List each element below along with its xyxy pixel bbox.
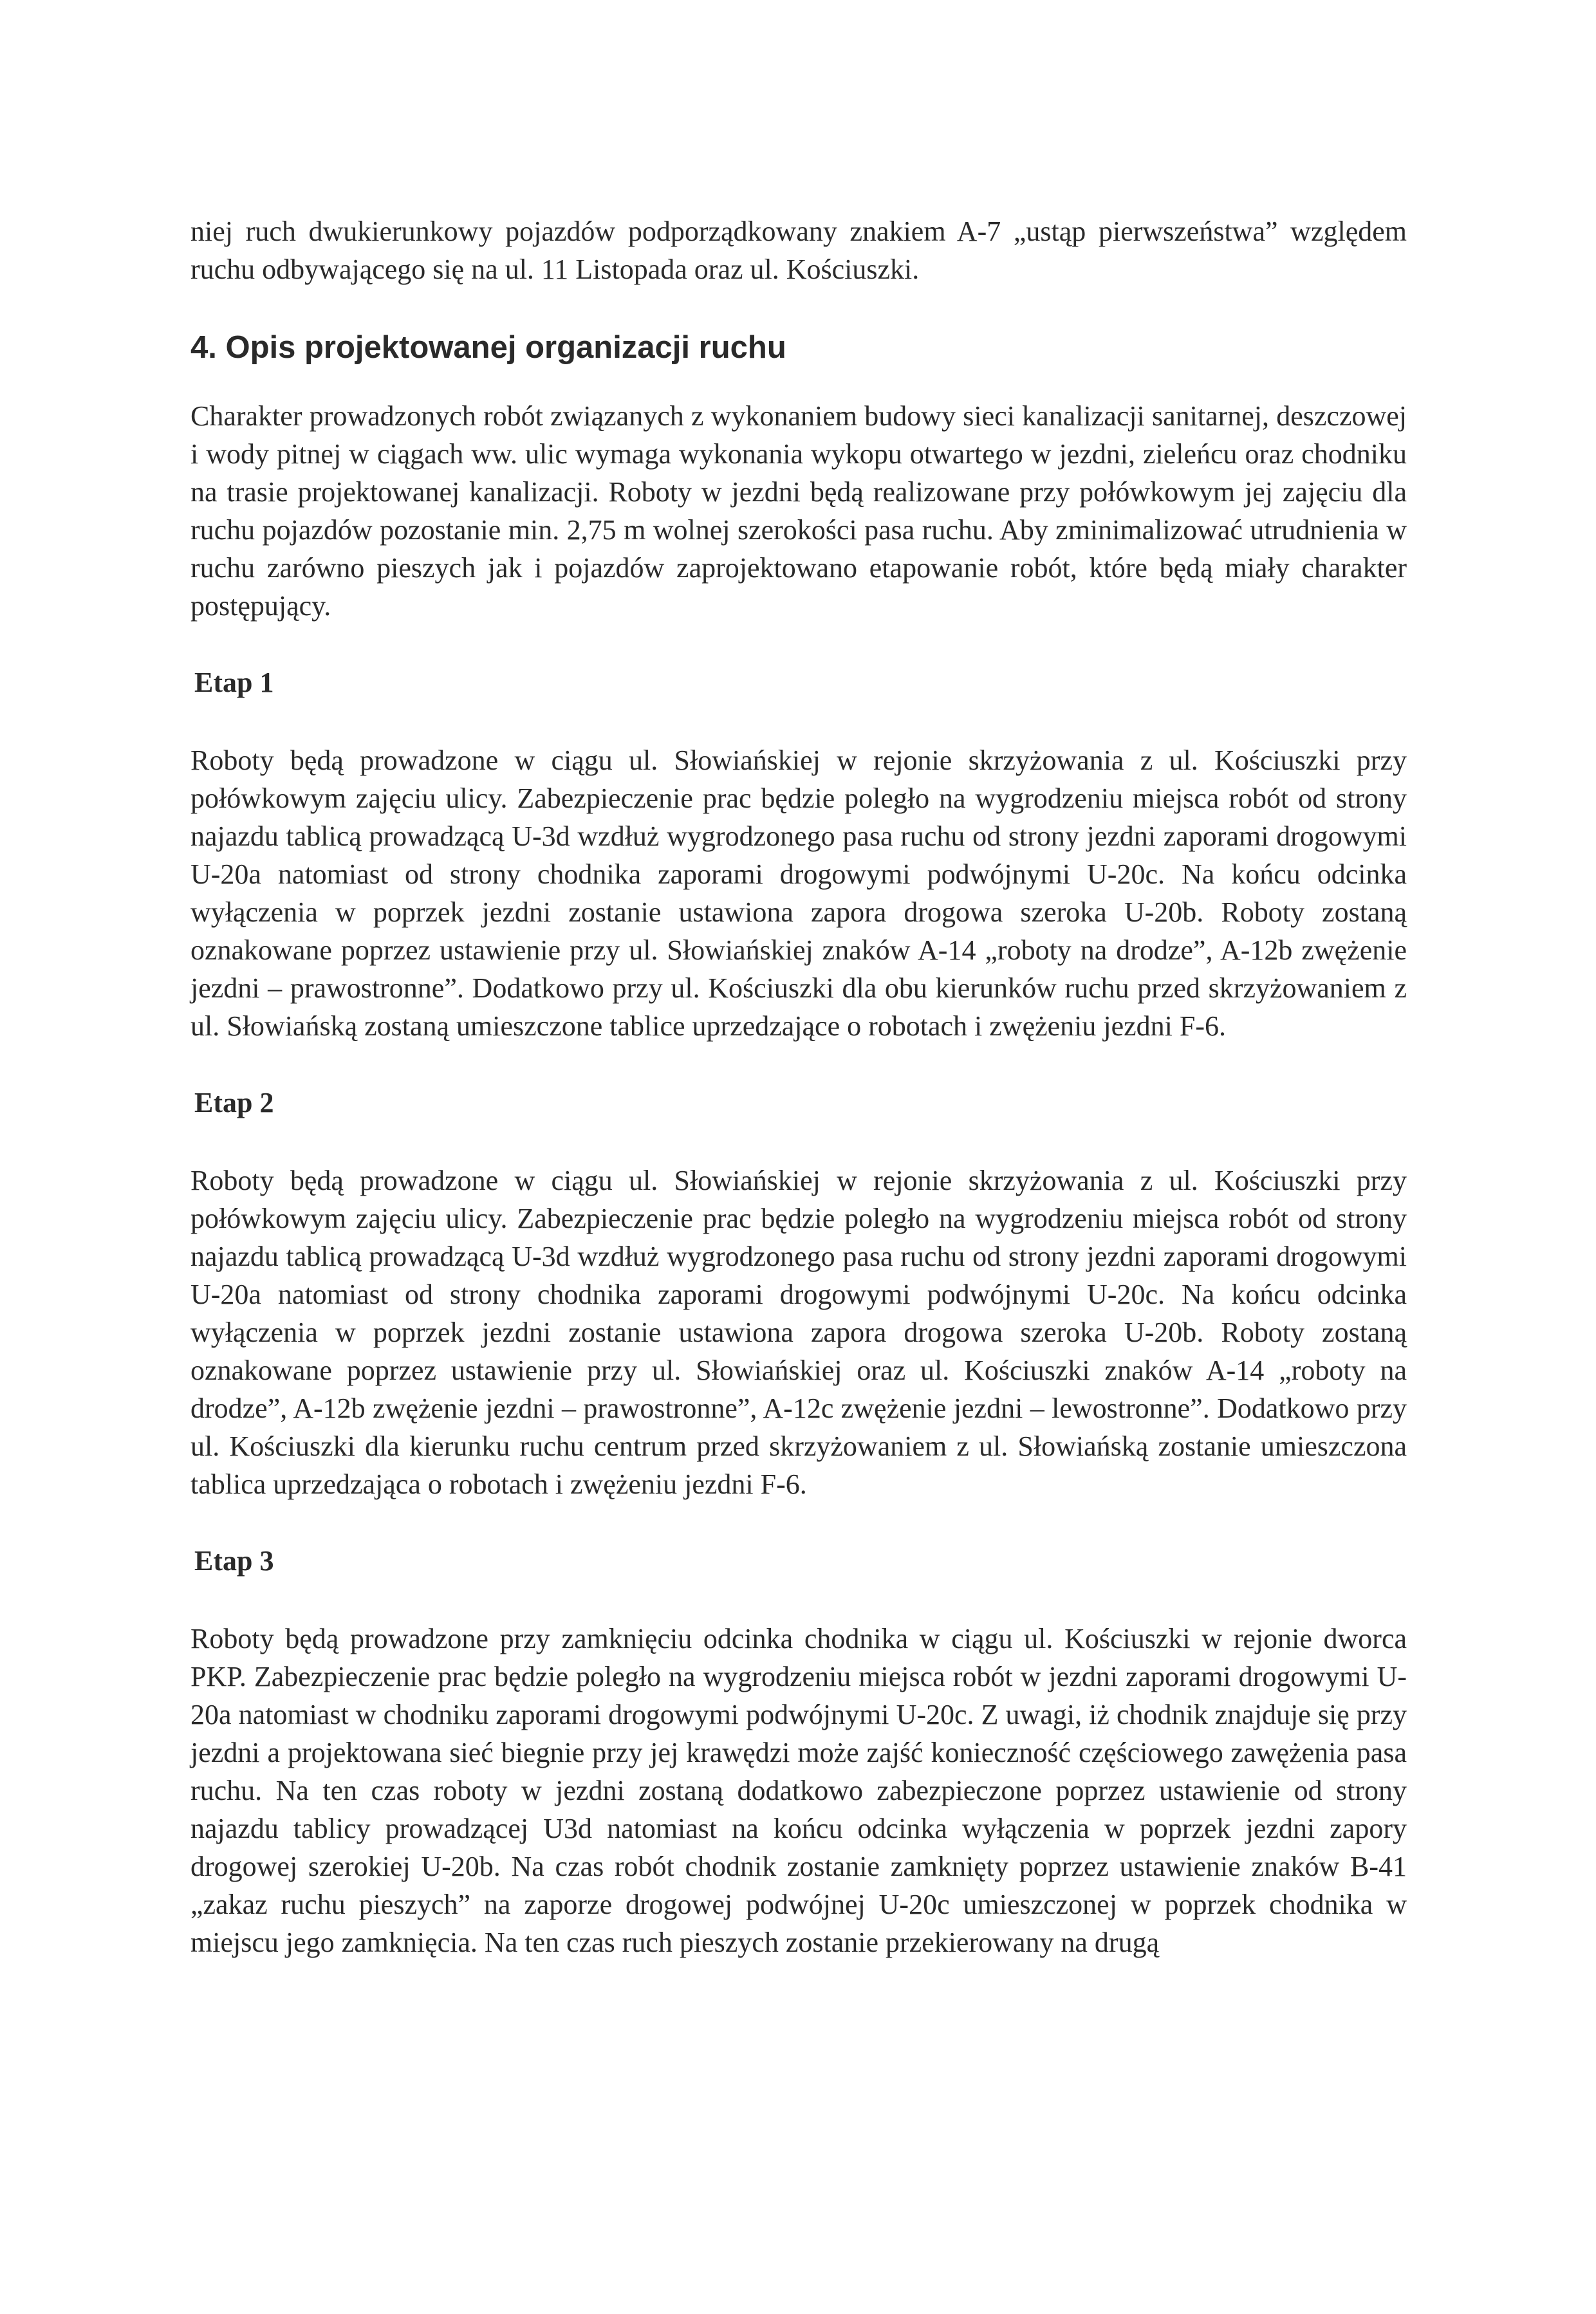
intro-paragraph: niej ruch dwukierunkowy pojazdów podporządkowany znakiem A-7 „ustąp pierwszeństwa” względem ruchu odbywającego się na ul. 11 Listopada oraz ul. Kościuszki. — [190, 216, 1407, 285]
section-heading: 4. Opis projektowanej organizacji ruchu — [190, 330, 786, 365]
stage-3-heading: Etap 3 — [194, 1545, 274, 1577]
stage-2-heading: Etap 2 — [194, 1087, 274, 1118]
stage-2-paragraph: Roboty będą prowadzone w ciągu ul. Słowiańskiej w rejonie skrzyżowania z ul. Kościuszki przy połówkowym zajęciu ulicy. Zabezpieczenie prac będzie poległo na wygrodzeniu miejsca robót od strony najazdu tablicą prowadzącą U-3d wzdłuż wygrodzonego pasa ruchu od strony jezdni zaporami drogowymi U-20a natomiast od strony chodnika zaporami drogowymi podwójnymi U-20c. Na końcu odcinka wyłączenia w poprzek jezdni zostanie ustawiona zapora drogowa szeroka U-20b. Roboty zostaną oznakowane poprzez ustawienie przy ul. Słowiańskiej oraz ul. Kościuszki znaków A-14 „roboty na drodze”, A-12b zwężenie jezdni – prawostronne”, A-12c zwężenie jezdni – lewostronne”. Dodatkowo przy ul. Kościuszki dla kierunku ruchu centrum przed skrzyżowaniem z ul. Słowiańską zostanie umieszczona tablica uprzedzająca o robotach i zwężeniu jezdni F-6. — [190, 1165, 1407, 1500]
stage-1-heading: Etap 1 — [194, 667, 274, 698]
stage-1-paragraph: Roboty będą prowadzone w ciągu ul. Słowiańskiej w rejonie skrzyżowania z ul. Kościuszki przy połówkowym zajęciu ulicy. Zabezpieczenie prac będzie poległo na wygrodzeniu miejsca robót od strony najazdu tablicą prowadzącą U-3d wzdłuż wygrodzonego pasa ruchu od strony jezdni zaporami drogowymi U-20a natomiast od strony chodnika zaporami drogowymi podwójnymi U-20c. Na końcu odcinka wyłączenia w poprzek jezdni zostanie ustawiona zapora drogowa szeroka U-20b. Roboty zostaną oznakowane poprzez ustawienie przy ul. Słowiańskiej znaków A-14 „roboty na drodze”, A-12b zwężenie jezdni – prawostronne”. Dodatkowo przy ul. Kościuszki dla obu kierunków ruchu przed skrzyżowaniem z ul. Słowiańską zostaną umieszczone tablice uprzedzające o robotach i zwężeniu jezdni F-6. — [190, 745, 1407, 1042]
section-body-paragraph: Charakter prowadzonych robót związanych z wykonaniem budowy sieci kanalizacji sanitarnej, deszczowej i wody pitnej w ciągach ww. ulic wymaga wykonania wykopu otwartego w jezdni, zieleńcu oraz chodniku na trasie projektowanej kanalizacji. Roboty w jezdni będą realizowane przy połówkowym jej zajęciu dla ruchu pojazdów pozostanie min. 2,75 m wolnej szerokości pasa ruchu. Aby zminimalizować utrudnienia w ruchu zarówno pieszych jak i pojazdów zaprojektowano etapowanie robót, które będą miały charakter postępujący. — [190, 400, 1407, 622]
document-page — [190, 212, 1407, 1961]
stage-3-paragraph: Roboty będą prowadzone przy zamknięciu odcinka chodnika w ciągu ul. Kościuszki w rejonie dworca PKP. Zabezpieczenie prac będzie poległo na wygrodzeniu miejsca robót w jezdni zaporami drogowymi U-20a natomiast w chodniku zaporami drogowymi podwójnymi U-20c. Z uwagi, iż chodnik znajduje się przy jezdni a projektowana sieć biegnie przy jej krawędzi może zajść konieczność częściowego zawężenia pasa ruchu. Na ten czas roboty w jezdni zostaną dodatkowo zabezpieczone poprzez ustawienie od strony najazdu tablicy prowadzącej U3d natomiast na końcu odcinka wyłączenia w poprzek jezdni zapory drogowej szerokiej U-20b. Na czas robót chodnik zostanie zamknięty poprzez ustawienie znaków B-41 „zakaz ruchu pieszych” na zaporze drogowej podwójnej U-20c umieszczonej w poprzek chodnika w miejscu jego zamknięcia. Na ten czas ruch pieszych zostanie przekierowany na drugą — [190, 1623, 1407, 1958]
